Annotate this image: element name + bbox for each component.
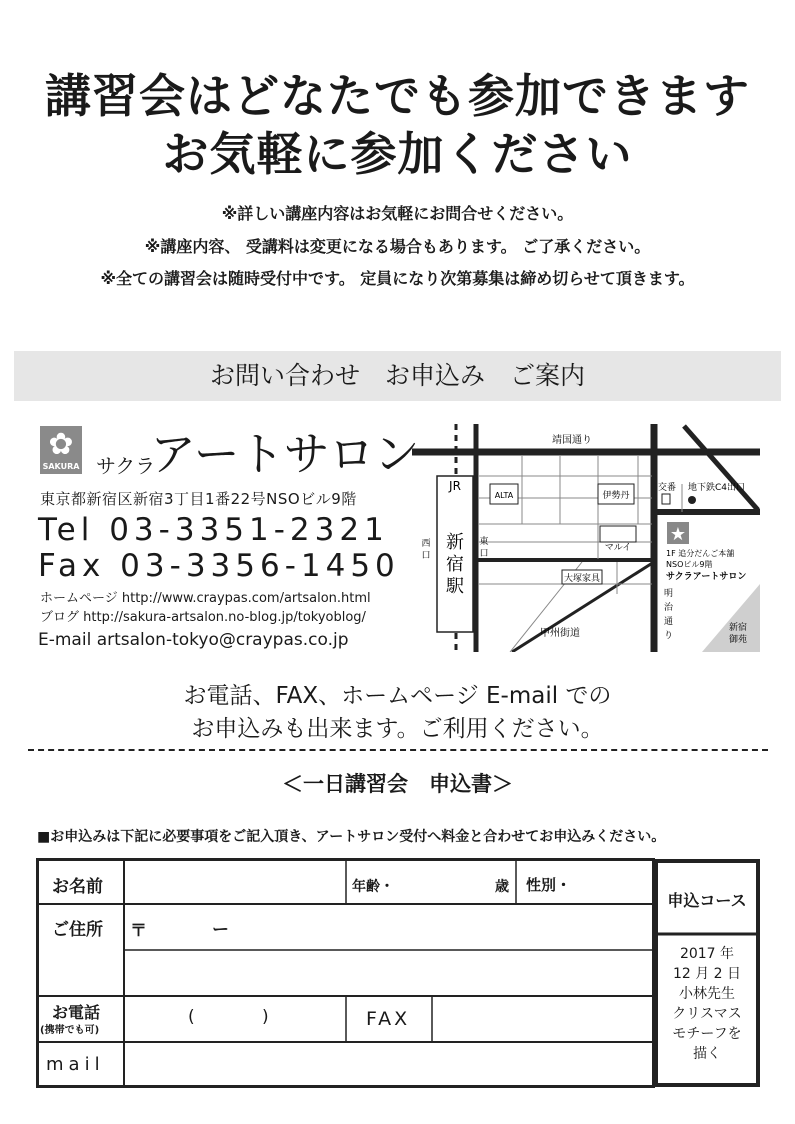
map-west-1: 西 [421, 539, 431, 549]
salon-fax: Fax 03-3356-1450 [38, 548, 400, 584]
sex-label: 性別・ [526, 876, 572, 894]
fax-label: FAX [366, 1008, 411, 1030]
access-map [412, 424, 760, 652]
cut-line [28, 749, 768, 751]
map-subway: 地下鉄C4出口 [688, 483, 746, 493]
course-line-4: クリスマス [672, 1006, 742, 1022]
map-west-2: 口 [421, 551, 431, 561]
headline-line1: 講習会はどなたでも参加できます [45, 69, 750, 123]
mail-label: mail [46, 1054, 105, 1075]
note-2: ※講座内容、 受講料は変更になる場合もあります。 ご了承ください。 [144, 237, 651, 256]
mail-input[interactable] [126, 1044, 652, 1086]
fax-input[interactable] [434, 998, 652, 1040]
map-gyoen-2: 御苑 [728, 635, 748, 645]
phone-sub-label: (携帯でも可) [40, 1025, 100, 1036]
course-details [658, 944, 756, 1064]
map-koban: 交番 [658, 483, 677, 493]
map-salon-label: サクラアートサロン [666, 572, 747, 582]
note-3: ※全ての講習会は随時受付中です。 定員になり次第募集は締め切らせて頂きます。 [100, 269, 695, 288]
age-unit: 歳 [495, 879, 509, 895]
sex-input[interactable] [572, 862, 652, 904]
info-band-text: お問い合わせ お申込み ご案内 [209, 361, 585, 390]
brand-name-big: アートサロン [150, 427, 419, 481]
map-meiji-3: 通 [664, 617, 674, 627]
map-station-3: 駅 [446, 576, 464, 597]
map-meiji-4: り [664, 631, 674, 641]
course-line-6: 描く [693, 1046, 721, 1062]
map-street-top: 靖国通り [552, 435, 592, 446]
phone-input[interactable] [126, 998, 344, 1040]
closing-line1: お電話、FAX、ホームページ E-mail での [183, 683, 612, 709]
address-label: ご住所 [52, 920, 103, 940]
map-meiji-1: 明 [664, 589, 674, 599]
subway-dot [688, 496, 696, 504]
map-building-2: NSOビル9階 [666, 560, 713, 569]
blog-link[interactable]: ブログ http://sakura-artsalon.no-blog.jp/tokyoblog/ [40, 610, 366, 625]
marui-box [600, 526, 636, 542]
map-isetan: 伊勢丹 [602, 491, 630, 501]
headline-line2: お気軽に参加ください [162, 127, 633, 181]
logo-text: SAKURA [42, 462, 80, 471]
note-1: ※詳しい講座内容はお気軽にお問合せください。 [221, 204, 574, 223]
postal-input[interactable] [150, 906, 650, 948]
koban-box [662, 494, 670, 504]
map-station-2: 宿 [446, 554, 464, 575]
phone-label: お電話 [52, 1003, 101, 1022]
form-instruction: ■お申込みは下記に必要事項をご記入頂き、アートサロン受付へ料金と合わせてお申込みください。 [37, 829, 666, 845]
map-jr: JR [449, 479, 461, 493]
map-gyoen-1: 新宿 [728, 623, 748, 633]
phone-paren-close: ) [262, 1007, 269, 1027]
course-line-3: 小林先生 [679, 986, 735, 1002]
homepage-link[interactable]: ホームページ http://www.craypas.com/artsalon.html [40, 591, 371, 606]
salon-tel: Tel 03-3351-2321 [38, 512, 389, 548]
postal-mark: 〒 [130, 921, 147, 941]
diagonal-road [684, 426, 758, 510]
course-line-1: 2017 年 [679, 946, 735, 962]
name-input[interactable] [124, 862, 344, 904]
star-icon: ★ [669, 524, 687, 545]
salon-address: 東京都新宿区新宿3丁目1番22号NSOビル9階 [40, 490, 357, 508]
sakura-logo [40, 426, 82, 474]
info-band [14, 351, 781, 401]
name-label: お名前 [52, 877, 103, 897]
email-link[interactable]: E-mail artsalon-tokyo@craypas.co.jp [38, 630, 349, 650]
map-meiji-2: 治 [664, 603, 674, 613]
map-east-2: 口 [479, 549, 489, 559]
phone-paren-open: ( [188, 1007, 195, 1027]
form-title: ＜一日講習会 申込書＞ [282, 772, 513, 796]
sakura-flower-icon: ✿ [48, 427, 74, 462]
course-line-2: 12 月 2 日 [672, 966, 742, 982]
map-marui: マルイ [604, 543, 632, 553]
map-otsuka: 大塚家具 [563, 574, 601, 584]
map-alta: ALTA [494, 491, 514, 500]
course-line-5: モチーフを [672, 1026, 742, 1042]
brand-name-small: サクラ [96, 454, 156, 478]
map-building-1: 1F 追分だんご本舗 [666, 549, 735, 558]
map-station-1: 新 [446, 532, 464, 553]
age-input[interactable] [400, 862, 490, 904]
course-label: 申込コース [667, 891, 747, 910]
map-east-1: 東 [479, 537, 489, 547]
map-koshu: 甲州街道 [540, 628, 580, 639]
address-input[interactable] [126, 952, 652, 994]
postal-dash: ー [212, 920, 229, 940]
age-label: 年齢・ [352, 879, 394, 895]
closing-line2: お申込みも出来ます。ご利用ください。 [191, 716, 604, 742]
